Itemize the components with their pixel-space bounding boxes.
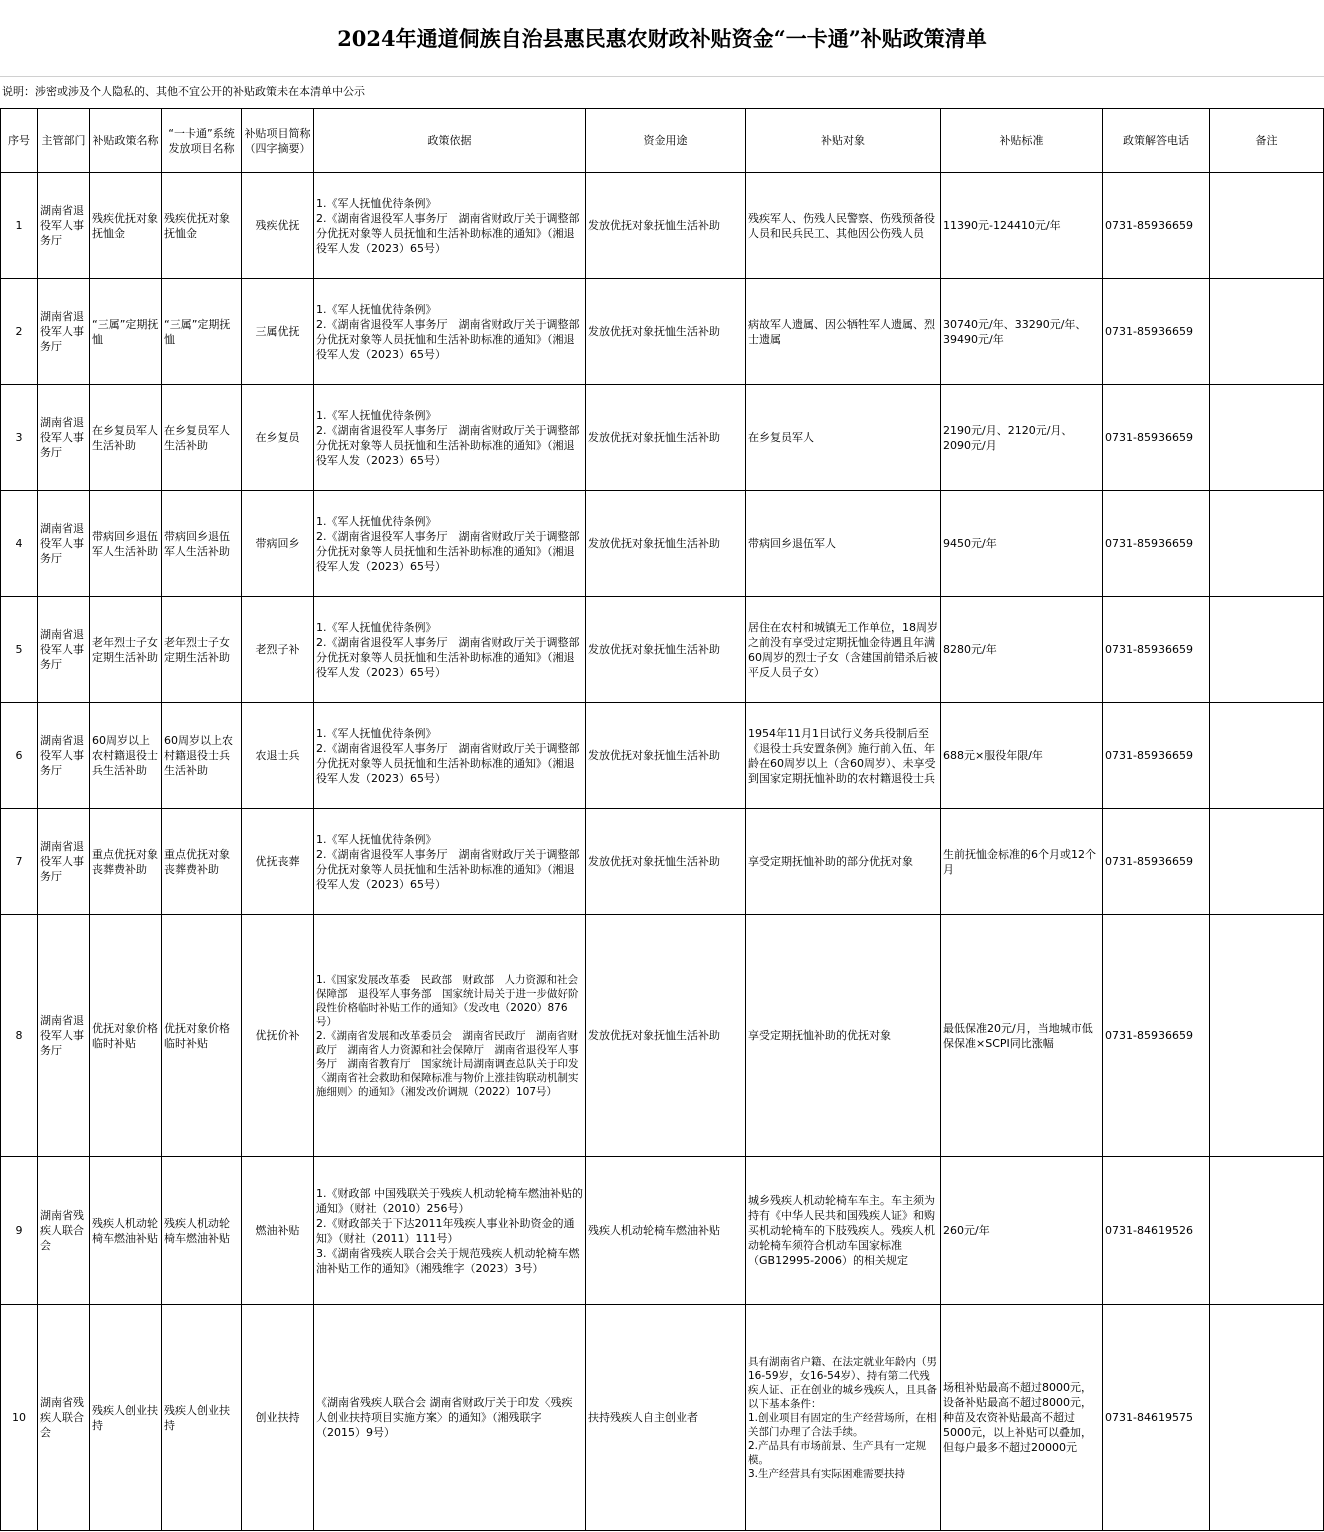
cell-policy: 老年烈士子女定期生活补助 bbox=[90, 597, 162, 703]
cell-system-name: 重点优抚对象丧葬费补助 bbox=[162, 809, 242, 915]
cell-remark bbox=[1210, 915, 1324, 1157]
cell-remark bbox=[1210, 597, 1324, 703]
cell-short: 带病回乡 bbox=[242, 491, 314, 597]
cell-remark bbox=[1210, 173, 1324, 279]
cell-short: 优抚价补 bbox=[242, 915, 314, 1157]
cell-no: 7 bbox=[1, 809, 38, 915]
cell-use: 发放优抚对象抚恤生活补助 bbox=[586, 279, 746, 385]
cell-target: 具有湖南省户籍、在法定就业年龄内（男16-59岁，女16-54岁）、持有第二代残疾人证、正在创业的城乡残疾人，且具备以下基本条件： 1.创业项目有固定的生产经营场所，在相关部门办理了合法手续。 2.产品具有市场前景、生产具有一定规模。 3.生产经营具有实际困难需要扶持 bbox=[746, 1305, 941, 1531]
cell-use: 发放优抚对象抚恤生活补助 bbox=[586, 597, 746, 703]
cell-system-name: 带病回乡退伍军人生活补助 bbox=[162, 491, 242, 597]
cell-short: 三属优抚 bbox=[242, 279, 314, 385]
cell-target: 残疾军人、伤残人民警察、伤残预备役人员和民兵民工、其他因公伤残人员 bbox=[746, 173, 941, 279]
table-row bbox=[1, 809, 1324, 915]
cell-remark bbox=[1210, 491, 1324, 597]
cell-system-name: 残疾人创业扶持 bbox=[162, 1305, 242, 1531]
cell-target: 居住在农村和城镇无工作单位，18周岁之前没有享受过定期抚恤金待遇且年满60周岁的烈士子女（含建国前错杀后被平反人员子女） bbox=[746, 597, 941, 703]
cell-short: 在乡复员 bbox=[242, 385, 314, 491]
cell-phone: 0731-85936659 bbox=[1103, 173, 1210, 279]
table-row bbox=[1, 703, 1324, 809]
cell-policy: 在乡复员军人生活补助 bbox=[90, 385, 162, 491]
cell-no: 4 bbox=[1, 491, 38, 597]
cell-system-name: 残疾优抚对象抚恤金 bbox=[162, 173, 242, 279]
cell-short: 老烈子补 bbox=[242, 597, 314, 703]
cell-short: 优抚丧葬 bbox=[242, 809, 314, 915]
cell-policy: 优抚对象价格临时补贴 bbox=[90, 915, 162, 1157]
cell-dept: 湖南省退役军人事务厅 bbox=[38, 915, 90, 1157]
cell-target: 病故军人遗属、因公牺牲军人遗属、烈士遗属 bbox=[746, 279, 941, 385]
cell-dept: 湖南省退役军人事务厅 bbox=[38, 385, 90, 491]
cell-phone: 0731-84619526 bbox=[1103, 1157, 1210, 1305]
cell-standard: 2190元/月、2120元/月、2090元/月 bbox=[941, 385, 1103, 491]
cell-no: 10 bbox=[1, 1305, 38, 1531]
cell-basis: 1.《军人抚恤优待条例》 2.《湖南省退役军人事务厅 湖南省财政厅关于调整部分优抚对象等人员抚恤和生活补助标准的通知》（湘退役军人发（2023）65号） bbox=[314, 385, 586, 491]
header-use: 资金用途 bbox=[586, 109, 746, 173]
cell-remark bbox=[1210, 703, 1324, 809]
cell-basis: 1.《军人抚恤优待条例》 2.《湖南省退役军人事务厅 湖南省财政厅关于调整部分优抚对象等人员抚恤和生活补助标准的通知》（湘退役军人发（2023）65号） bbox=[314, 279, 586, 385]
cell-remark bbox=[1210, 1157, 1324, 1305]
cell-use: 残疾人机动轮椅车燃油补贴 bbox=[586, 1157, 746, 1305]
cell-basis: 1.《财政部 中国残联关于残疾人机动轮椅车燃油补贴的通知》（财社（2010）256号） 2.《财政部关于下达2011年残疾人事业补助资金的通知》（财社（2011）111号） 3.《湖南省残疾人联合会关于规范残疾人机动轮椅车燃油补贴工作的通知》（湘残维字（2023）3号） bbox=[314, 1157, 586, 1305]
cell-use: 发放优抚对象抚恤生活补助 bbox=[586, 491, 746, 597]
cell-basis: 1.《军人抚恤优待条例》 2.《湖南省退役军人事务厅 湖南省财政厅关于调整部分优抚对象等人员抚恤和生活补助标准的通知》（湘退役军人发（2023）65号） bbox=[314, 491, 586, 597]
cell-basis: 1.《国家发展改革委 民政部 财政部 人力资源和社会保障部 退役军人事务部 国家统计局关于进一步做好阶段性价格临时补贴工作的通知》（发改电（2020）876号） 2.《湖南省发展和改革委员会 湖南省民政厅 湖南省财政厅 湖南省人力资源和社会保障厅 湖南省退役军人事务厅 湖南省教育厅 国家统计局湖南调查总队关于印发〈湖南省社会救助和保障标准与物价上涨挂钩联动机制实施细则〉的通知》（湘发改价调规（2022）107号） bbox=[314, 915, 586, 1157]
cell-standard: 688元×服役年限/年 bbox=[941, 703, 1103, 809]
cell-basis: 1.《军人抚恤优待条例》 2.《湖南省退役军人事务厅 湖南省财政厅关于调整部分优抚对象等人员抚恤和生活补助标准的通知》（湘退役军人发（2023）65号） bbox=[314, 809, 586, 915]
cell-use: 发放优抚对象抚恤生活补助 bbox=[586, 809, 746, 915]
cell-dept: 湖南省残疾人联合会 bbox=[38, 1157, 90, 1305]
cell-basis: 1.《军人抚恤优待条例》 2.《湖南省退役军人事务厅 湖南省财政厅关于调整部分优抚对象等人员抚恤和生活补助标准的通知》（湘退役军人发（2023）65号） bbox=[314, 173, 586, 279]
cell-remark bbox=[1210, 279, 1324, 385]
table-row bbox=[1, 491, 1324, 597]
table-row bbox=[1, 279, 1324, 385]
cell-policy: 重点优抚对象丧葬费补助 bbox=[90, 809, 162, 915]
cell-target: 享受定期抚恤补助的优抚对象 bbox=[746, 915, 941, 1157]
note-text: 说明：涉密或涉及个人隐私的、其他不宜公开的补贴政策未在本清单中公示 bbox=[2, 85, 365, 98]
cell-remark bbox=[1210, 385, 1324, 491]
cell-target: 享受定期抚恤补助的部分优抚对象 bbox=[746, 809, 941, 915]
cell-no: 2 bbox=[1, 279, 38, 385]
page-title: 2024年通道侗族自治县惠民惠农财政补贴资金“一卡通”补贴政策清单 bbox=[0, 0, 1324, 77]
table-row bbox=[1, 173, 1324, 279]
cell-phone: 0731-84619575 bbox=[1103, 1305, 1210, 1531]
cell-phone: 0731-85936659 bbox=[1103, 385, 1210, 491]
cell-standard: 场租补贴最高不超过8000元，设备补贴最高不超过8000元，种苗及农资补贴最高不超过5000元，以上补贴可以叠加，但每户最多不超过20000元 bbox=[941, 1305, 1103, 1531]
cell-dept: 湖南省退役军人事务厅 bbox=[38, 279, 90, 385]
cell-dept: 湖南省残疾人联合会 bbox=[38, 1305, 90, 1531]
cell-basis: 1.《军人抚恤优待条例》 2.《湖南省退役军人事务厅 湖南省财政厅关于调整部分优抚对象等人员抚恤和生活补助标准的通知》（湘退役军人发（2023）65号） bbox=[314, 597, 586, 703]
header-target: 补贴对象 bbox=[746, 109, 941, 173]
cell-policy: “三属”定期抚恤 bbox=[90, 279, 162, 385]
cell-policy: 残疾人机动轮椅车燃油补贴 bbox=[90, 1157, 162, 1305]
cell-standard: 9450元/年 bbox=[941, 491, 1103, 597]
cell-standard: 11390元-124410元/年 bbox=[941, 173, 1103, 279]
cell-dept: 湖南省退役军人事务厅 bbox=[38, 597, 90, 703]
header-basis: 政策依据 bbox=[314, 109, 586, 173]
header-policy: 补贴政策名称 bbox=[90, 109, 162, 173]
cell-policy: 60周岁以上农村籍退役士兵生活补助 bbox=[90, 703, 162, 809]
cell-standard: 30740元/年、33290元/年、39490元/年 bbox=[941, 279, 1103, 385]
cell-standard: 最低保准20元/月，当地城市低保保准×SCPI同比涨幅 bbox=[941, 915, 1103, 1157]
cell-short: 创业扶持 bbox=[242, 1305, 314, 1531]
table-row bbox=[1, 1305, 1324, 1531]
cell-target: 带病回乡退伍军人 bbox=[746, 491, 941, 597]
cell-target: 在乡复员军人 bbox=[746, 385, 941, 491]
header-system-name: “一卡通”系统发放项目名称 bbox=[162, 109, 242, 173]
cell-short: 残疾优抚 bbox=[242, 173, 314, 279]
cell-use: 发放优抚对象抚恤生活补助 bbox=[586, 385, 746, 491]
cell-system-name: 残疾人机动轮椅车燃油补贴 bbox=[162, 1157, 242, 1305]
cell-no: 8 bbox=[1, 915, 38, 1157]
header-remark: 备注 bbox=[1210, 109, 1324, 173]
cell-dept: 湖南省退役军人事务厅 bbox=[38, 809, 90, 915]
cell-use: 发放优抚对象抚恤生活补助 bbox=[586, 703, 746, 809]
cell-phone: 0731-85936659 bbox=[1103, 491, 1210, 597]
cell-remark bbox=[1210, 809, 1324, 915]
table-row bbox=[1, 385, 1324, 491]
cell-short: 农退士兵 bbox=[242, 703, 314, 809]
cell-system-name: 在乡复员军人生活补助 bbox=[162, 385, 242, 491]
cell-use: 发放优抚对象抚恤生活补助 bbox=[586, 173, 746, 279]
cell-short: 燃油补贴 bbox=[242, 1157, 314, 1305]
policy-table bbox=[0, 108, 1324, 1531]
cell-phone: 0731-85936659 bbox=[1103, 279, 1210, 385]
cell-standard: 260元/年 bbox=[941, 1157, 1103, 1305]
cell-remark bbox=[1210, 1305, 1324, 1531]
header-short: 补贴项目简称（四字摘要） bbox=[242, 109, 314, 173]
cell-policy: 残疾优抚对象抚恤金 bbox=[90, 173, 162, 279]
header-dept: 主管部门 bbox=[38, 109, 90, 173]
cell-phone: 0731-85936659 bbox=[1103, 915, 1210, 1157]
cell-policy: 残疾人创业扶持 bbox=[90, 1305, 162, 1531]
cell-no: 9 bbox=[1, 1157, 38, 1305]
cell-dept: 湖南省退役军人事务厅 bbox=[38, 173, 90, 279]
header-no: 序号 bbox=[1, 109, 38, 173]
table-row bbox=[1, 1157, 1324, 1305]
cell-no: 3 bbox=[1, 385, 38, 491]
cell-no: 5 bbox=[1, 597, 38, 703]
cell-standard: 生前抚恤金标准的6个月或12个月 bbox=[941, 809, 1103, 915]
header-standard: 补贴标准 bbox=[941, 109, 1103, 173]
cell-phone: 0731-85936659 bbox=[1103, 809, 1210, 915]
cell-phone: 0731-85936659 bbox=[1103, 597, 1210, 703]
cell-dept: 湖南省退役军人事务厅 bbox=[38, 491, 90, 597]
cell-standard: 8280元/年 bbox=[941, 597, 1103, 703]
table-row bbox=[1, 597, 1324, 703]
cell-use: 扶持残疾人自主创业者 bbox=[586, 1305, 746, 1531]
cell-use: 发放优抚对象抚恤生活补助 bbox=[586, 915, 746, 1157]
header-row bbox=[1, 109, 1324, 173]
cell-system-name: 60周岁以上农村籍退役士兵生活补助 bbox=[162, 703, 242, 809]
cell-basis: 《湖南省残疾人联合会 湖南省财政厅关于印发〈残疾人创业扶持项目实施方案〉的通知》（湘残联字（2015）9号） bbox=[314, 1305, 586, 1531]
cell-system-name: “三属”定期抚恤 bbox=[162, 279, 242, 385]
cell-system-name: 老年烈士子女定期生活补助 bbox=[162, 597, 242, 703]
cell-system-name: 优抚对象价格临时补贴 bbox=[162, 915, 242, 1157]
cell-dept: 湖南省退役军人事务厅 bbox=[38, 703, 90, 809]
cell-target: 1954年11月1日试行义务兵役制后至《退役士兵安置条例》施行前入伍、年龄在60周岁以上（含60周岁）、未享受到国家定期抚恤补助的农村籍退役士兵 bbox=[746, 703, 941, 809]
table-row bbox=[1, 915, 1324, 1157]
cell-phone: 0731-85936659 bbox=[1103, 703, 1210, 809]
cell-no: 1 bbox=[1, 173, 38, 279]
cell-target: 城乡残疾人机动轮椅车车主。车主须为持有《中华人民共和国残疾人证》和购买机动轮椅车的下肢残疾人。残疾人机动轮椅车须符合机动车国家标准（GB12995-2006）的相关规定 bbox=[746, 1157, 941, 1305]
cell-policy: 带病回乡退伍军人生活补助 bbox=[90, 491, 162, 597]
cell-basis: 1.《军人抚恤优待条例》 2.《湖南省退役军人事务厅 湖南省财政厅关于调整部分优抚对象等人员抚恤和生活补助标准的通知》（湘退役军人发（2023）65号） bbox=[314, 703, 586, 809]
header-phone: 政策解答电话 bbox=[1103, 109, 1210, 173]
cell-no: 6 bbox=[1, 703, 38, 809]
